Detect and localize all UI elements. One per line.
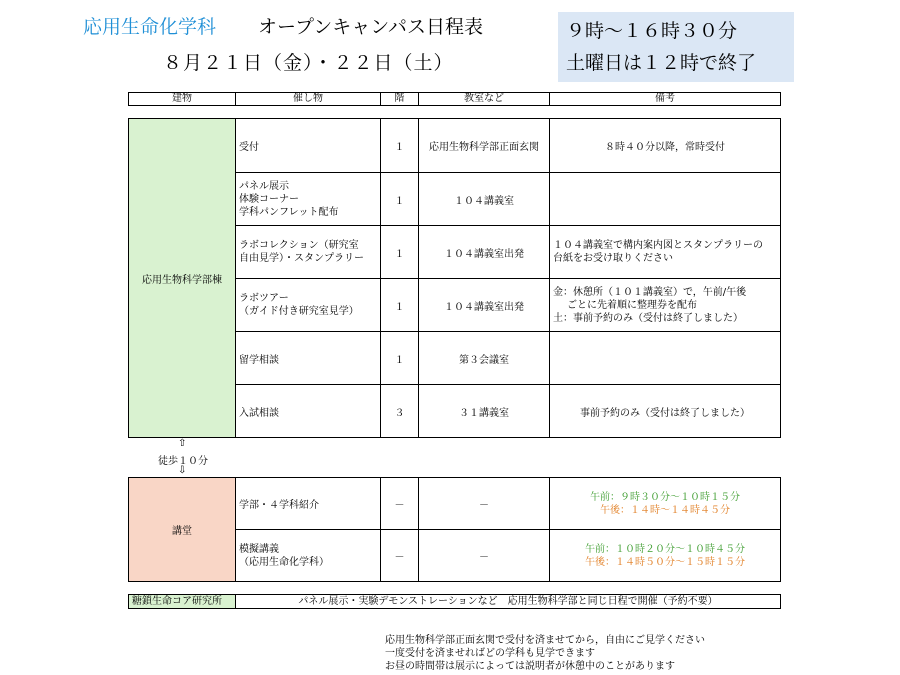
remarks-cell bbox=[550, 332, 781, 385]
remarks-cell bbox=[550, 478, 781, 530]
core-name: 糖鎖生命コア研究所 bbox=[129, 595, 236, 609]
header-room: 教室など bbox=[419, 93, 550, 106]
floor-cell: ３ bbox=[381, 385, 419, 438]
event-cell: 学部・４学科紹介 bbox=[236, 478, 381, 530]
room-cell: ３１講義室 bbox=[419, 385, 550, 438]
room-cell: － bbox=[419, 478, 550, 530]
floor-cell: １ bbox=[381, 226, 419, 279]
hours-line-1: ９時～１６時３０分 bbox=[566, 20, 738, 42]
event-line: パネル展示 bbox=[239, 180, 289, 192]
floor-cell: １ bbox=[381, 279, 419, 332]
building2-name: 講堂 bbox=[129, 478, 236, 582]
event-cell bbox=[236, 226, 381, 279]
building2-table bbox=[128, 477, 781, 582]
room-cell: 第３会議室 bbox=[419, 332, 550, 385]
room-cell: １０４講義室 bbox=[419, 173, 550, 226]
pm-time: 午後：１４時～１４時４５分 bbox=[600, 504, 730, 516]
remarks-cell bbox=[550, 173, 781, 226]
remarks-line: 金：休憩所（１０１講義室）で，午前/午後 bbox=[553, 286, 747, 298]
event-line: 体験コーナー bbox=[239, 193, 299, 205]
note-line: お昼の時間帯は展示によっては説明者が休憩中のことがあります bbox=[385, 661, 675, 672]
event-dates: ８月２１日（金）・２２日（土） bbox=[163, 52, 454, 74]
walk-label: 徒歩１０分 bbox=[158, 456, 208, 467]
am-time: 午前：９時３０分～１０時１５分 bbox=[590, 491, 740, 503]
event-line: ラボツアー bbox=[239, 293, 289, 304]
remarks-cell bbox=[550, 279, 781, 332]
floor-cell: １ bbox=[381, 332, 419, 385]
am-time: 午前：１０時２０分～１０時４５分 bbox=[585, 543, 745, 555]
event-cell: 受付 bbox=[236, 119, 381, 173]
department-title: 応用生命化学科 bbox=[83, 16, 217, 38]
table-row bbox=[129, 595, 781, 609]
core-table bbox=[128, 594, 781, 609]
note-line: 応用生物科学部正面玄関で受付を済ませてから，自由にご見学ください bbox=[385, 635, 705, 646]
floor-cell: １ bbox=[381, 173, 419, 226]
table-row bbox=[129, 119, 781, 173]
note-line: 一度受付を済ませればどの学科も見学できます bbox=[385, 648, 595, 659]
event-line: 模擬講義 bbox=[239, 543, 279, 555]
header-row bbox=[129, 93, 781, 106]
event-line: ラボコレクション（研究室 bbox=[239, 240, 359, 251]
event-line: 自由見学）・スタンプラリー bbox=[239, 253, 364, 264]
header-table bbox=[128, 92, 781, 106]
event-cell bbox=[236, 530, 381, 582]
event-cell: 留学相談 bbox=[236, 332, 381, 385]
event-cell bbox=[236, 279, 381, 332]
building1-table bbox=[128, 118, 781, 438]
up-arrow-icon: ⇧ bbox=[178, 438, 187, 449]
floor-cell: － bbox=[381, 478, 419, 530]
event-line: （ガイド付き研究室見学） bbox=[239, 306, 359, 317]
remarks-line: １０４講義室で構内案内図とスタンプラリーの bbox=[553, 240, 763, 251]
page-title: オープンキャンパス日程表 bbox=[258, 16, 483, 38]
remarks-cell bbox=[550, 530, 781, 582]
header-event: 催し物 bbox=[236, 93, 381, 106]
remarks-cell: 事前予約のみ（受付は終了しました） bbox=[550, 385, 781, 438]
building1-name: 応用生物科学部棟 bbox=[129, 119, 236, 438]
floor-cell: － bbox=[381, 530, 419, 582]
remarks-line: 土：事前予約のみ（受付は終了しました） bbox=[553, 312, 743, 324]
room-cell: － bbox=[419, 530, 550, 582]
event-line: 学科パンフレット配布 bbox=[239, 206, 339, 218]
event-cell bbox=[236, 173, 381, 226]
event-line: （応用生命化学科） bbox=[239, 556, 329, 568]
remarks-cell: ８時４０分以降，常時受付 bbox=[550, 119, 781, 173]
floor-cell: １ bbox=[381, 119, 419, 173]
hours-box bbox=[558, 12, 794, 82]
core-text: パネル展示・実験デモンストレーションなど 応用生物科学部と同じ日程で開催（予約不要） bbox=[236, 595, 781, 609]
event-cell: 入試相談 bbox=[236, 385, 381, 438]
room-cell: １０４講義室出発 bbox=[419, 226, 550, 279]
room-cell: １０４講義室出発 bbox=[419, 279, 550, 332]
remarks-line: ごとに先着順に整理券を配布 bbox=[567, 299, 697, 311]
hours-line-2: 土曜日は１２時で終了 bbox=[566, 52, 757, 74]
header-remarks: 備考 bbox=[550, 93, 781, 106]
header-building: 建物 bbox=[129, 93, 236, 106]
remarks-line: 台紙をお受け取りください bbox=[553, 253, 673, 264]
table-row bbox=[129, 478, 781, 530]
room-cell: 応用生物科学部正面玄関 bbox=[419, 119, 550, 173]
header-floor: 階 bbox=[381, 93, 419, 106]
remarks-cell bbox=[550, 226, 781, 279]
down-arrow-icon: ⇩ bbox=[178, 465, 187, 476]
pm-time: 午後：１４時５０分～１５時１５分 bbox=[585, 556, 745, 568]
